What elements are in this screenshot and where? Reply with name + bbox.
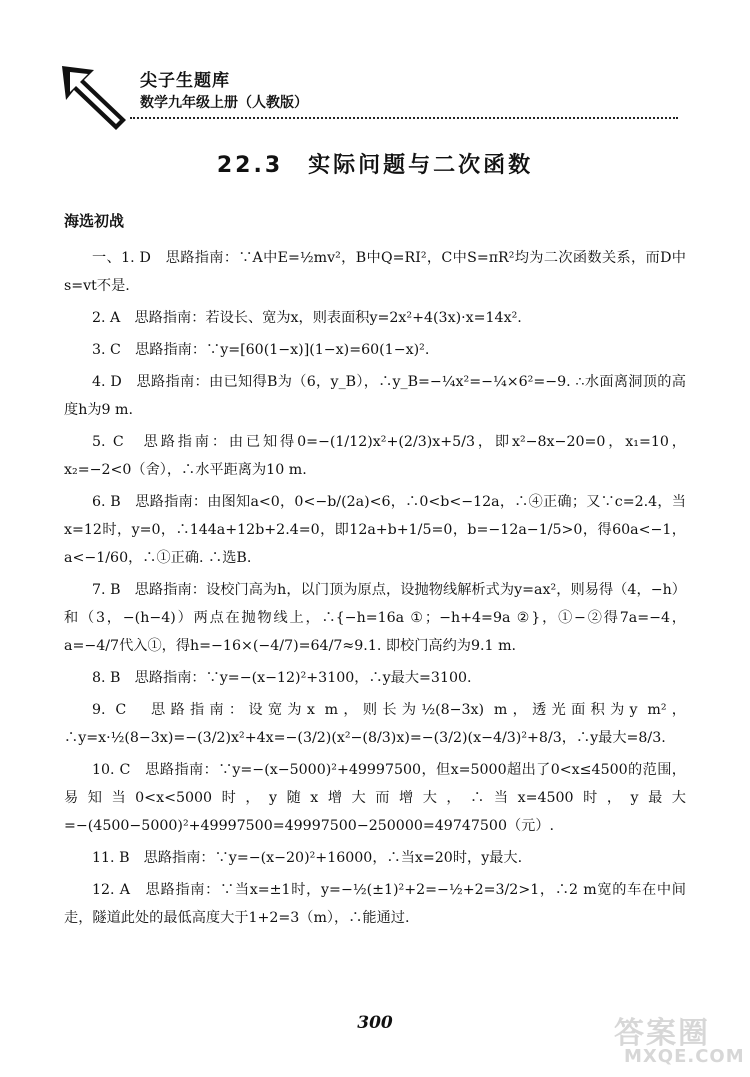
answer-item: 3. C 思路指南：∵y=[60(1−x)](1−x)=60(1−x)². xyxy=(92,342,430,358)
page-number: 300 xyxy=(357,1013,393,1033)
answer-item: 8. B 思路指南：∵y=−(x−12)²+3100，∴y最大=3100. xyxy=(92,670,472,686)
answer-item: 9. C 思路指南：设宽为x m，则长为½(8−3x) m，透光面积为y m²，∴y=x·½(8−3x)=−(3/2)x²+4x=−(3/2)(x²−(8/3)x)=−(3/2)(x−4/3)²+8/3，∴y最大=8/3. xyxy=(64,702,686,746)
answer-item: 6. B 思路指南：由图知a<0，0<−b/(2a)<6，∴0<b<−12a，∴④正确；又∵c=2.4，当x=12时，y=0，∴144a+12b+2.4=0，即12a+b+1/5=0，b=−12a−1/5>0，得60a<−1，a<−1/60，∴①正确. ∴选B. xyxy=(64,494,686,566)
answer-item: 7. B 思路指南：设校门高为h，以门顶为原点，设抛物线解析式为y=ax²，则易得（4，−h）和（3，−(h−4)）两点在抛物线上，∴{−h=16a ①；−h+4=9a ②}，①−②得7a=−4，a=−4/7代入①，得h=−16×(−4/7)=64/7≈9.1. 即校门高约为9.1 m. xyxy=(64,582,686,654)
answer-item: 2. A 思路指南：若设长、宽为x，则表面积y=2x²+4(3x)·x=14x². xyxy=(92,310,522,326)
series-title: 尖子生题库 xyxy=(140,71,230,91)
subsection-heading: 海选初战 xyxy=(64,212,125,230)
section-title: 22.3 实际问题与二次函数 xyxy=(216,153,534,178)
watermark-logo: 答案圈 xyxy=(614,1016,710,1051)
watermark xyxy=(614,1008,745,1070)
answer-item: 11. B 思路指南：∵y=−(x−20)²+16000，∴当x=20时，y最大. xyxy=(92,850,523,866)
book-title: 数学九年级上册（人教版） xyxy=(140,95,308,111)
answer-item: 10. C 思路指南：∵y=−(x−5000)²+49997500，但x=5000超出了0<x≤4500的范围，易知当0<x<5000时，y随x增大而增大，∴当x=4500时，y最大=−(4500−5000)²+49997500=49997500−250000=49747500（元）. xyxy=(64,762,686,834)
answer-item: 4. D 思路指南：由已知得B为（6，y_B），∴y_B=−¼x²=−¼×6²=−9. ∴水面离洞顶的高度h为9 m. xyxy=(64,374,686,418)
answer-list xyxy=(64,244,686,932)
watermark-url: MXQE.COM xyxy=(624,1046,745,1067)
answer-item: 12. A 思路指南：∵当x=±1时，y=−½(±1)²+2=−½+2=3/2>1，∴2 m宽的车在中间走，隧道此处的最低高度大于1+2=3（m），∴能通过. xyxy=(64,882,686,926)
answer-item: 5. C 思路指南：由已知得0=−(1/12)x²+(2/3)x+5/3，即x²−8x−20=0，x₁=10，x₂=−2<0（舍），∴水平距离为10 m. xyxy=(64,434,686,478)
arrow-logo-icon xyxy=(58,60,130,132)
answer-item: 一、1. D 思路指南：∵A中E=½mv²，B中Q=RI²，C中S=πR²均为二次函数关系，而D中s=vt不是. xyxy=(64,250,686,294)
header-divider xyxy=(130,117,678,119)
page-header xyxy=(58,56,678,136)
